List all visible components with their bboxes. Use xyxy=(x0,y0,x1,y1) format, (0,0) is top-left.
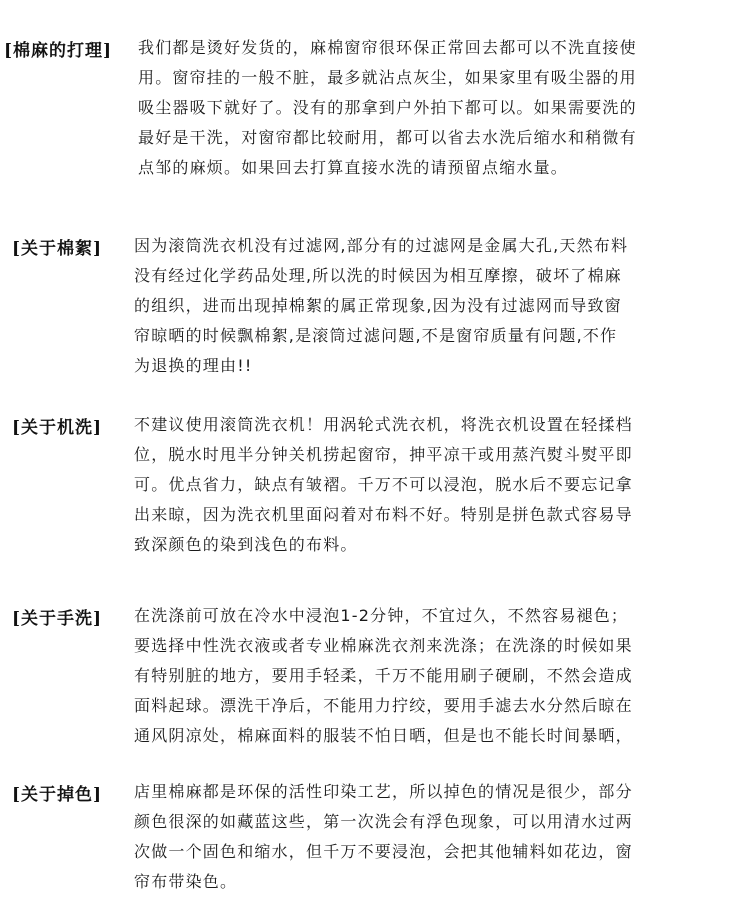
text-line: 最好是干洗，对窗帘都比较耐用，都可以省去水洗后缩水和稍微有 xyxy=(138,128,637,147)
text-line: 帘布带染色。 xyxy=(134,872,238,891)
text-line: 不建议使用滚筒洗衣机！用涡轮式洗衣机，将洗衣机设置在轻揉档 xyxy=(134,415,633,434)
section-label: [关于棉絮] xyxy=(12,239,103,259)
text-line: 有特别脏的地方，要用手轻柔，千万不能用刷子硬刷，不然会造成 xyxy=(134,666,633,685)
text-line: 颜色很深的如藏蓝这些，第一次洗会有浮色现象，可以用清水过两 xyxy=(134,812,633,831)
text-line: 可。优点省力，缺点有皱褶。千万不可以浸泡，脱水后不要忘记拿 xyxy=(134,475,633,494)
section-label: [棉麻的打理] xyxy=(4,41,113,61)
text-line: 要选择中性洗衣液或者专业棉麻洗衣剂来洗涤；在洗涤的时候如果 xyxy=(134,636,633,655)
text-line: 致深颜色的染到浅色的布料。 xyxy=(134,535,358,554)
text-line: 位，脱水时甩半分钟关机捞起窗帘，抻平凉干或用蒸汽熨斗熨平即 xyxy=(134,445,633,464)
section-label: [关于机洗] xyxy=(12,418,103,438)
text-line: 面料起球。漂洗干净后，不能用力拧绞，要用手滤去水分然后晾在 xyxy=(134,696,633,715)
section-body xyxy=(138,33,637,183)
section-label: [关于掉色] xyxy=(12,785,103,805)
text-line: 帘晾晒的时候飘棉絮,是滚筒过滤问题,不是窗帘质量有问题,不作 xyxy=(134,326,618,345)
text-line: 为退换的理由!! xyxy=(134,356,253,375)
section-body xyxy=(134,231,628,381)
text-line: 没有经过化学药品处理,所以洗的时候因为相互摩擦，破坏了棉麻 xyxy=(134,266,622,285)
text-line: 出来晾，因为洗衣机里面闷着对布料不好。特别是拼色款式容易导 xyxy=(134,505,633,524)
text-line: 吸尘器吸下就好了。没有的那拿到户外拍下都可以。如果需要洗的 xyxy=(138,98,637,117)
text-line: 店里棉麻都是环保的活性印染工艺，所以掉色的情况是很少，部分 xyxy=(134,782,633,801)
text-line: 用。窗帘挂的一般不脏，最多就沾点灰尘，如果家里有吸尘器的用 xyxy=(138,68,637,87)
text-line: 我们都是烫好发货的，麻棉窗帘很环保正常回去都可以不洗直接使 xyxy=(138,38,637,57)
section-label: [关于手洗] xyxy=(12,609,103,629)
text-line: 因为滚筒洗衣机没有过滤网,部分有的过滤网是金属大孔,天然布料 xyxy=(134,236,629,255)
text-line: 点邹的麻烦。如果回去打算直接水洗的请预留点缩水量。 xyxy=(138,158,569,177)
text-line: 在洗涤前可放在冷水中浸泡1-2分钟，不宜过久，不然容易褪色； xyxy=(134,606,629,625)
text-line: 通风阴凉处，棉麻面料的服装不怕日晒，但是也不能长时间暴晒， xyxy=(134,726,633,745)
section-body xyxy=(134,601,633,751)
text-line: 的组织，进而出现掉棉絮的属正常现象,因为没有过滤网而导致窗 xyxy=(134,296,622,315)
section-body xyxy=(134,410,633,560)
text-line: 次做一个固色和缩水，但千万不要浸泡，会把其他辅料如花边，窗 xyxy=(134,842,633,861)
section-body xyxy=(134,777,633,897)
